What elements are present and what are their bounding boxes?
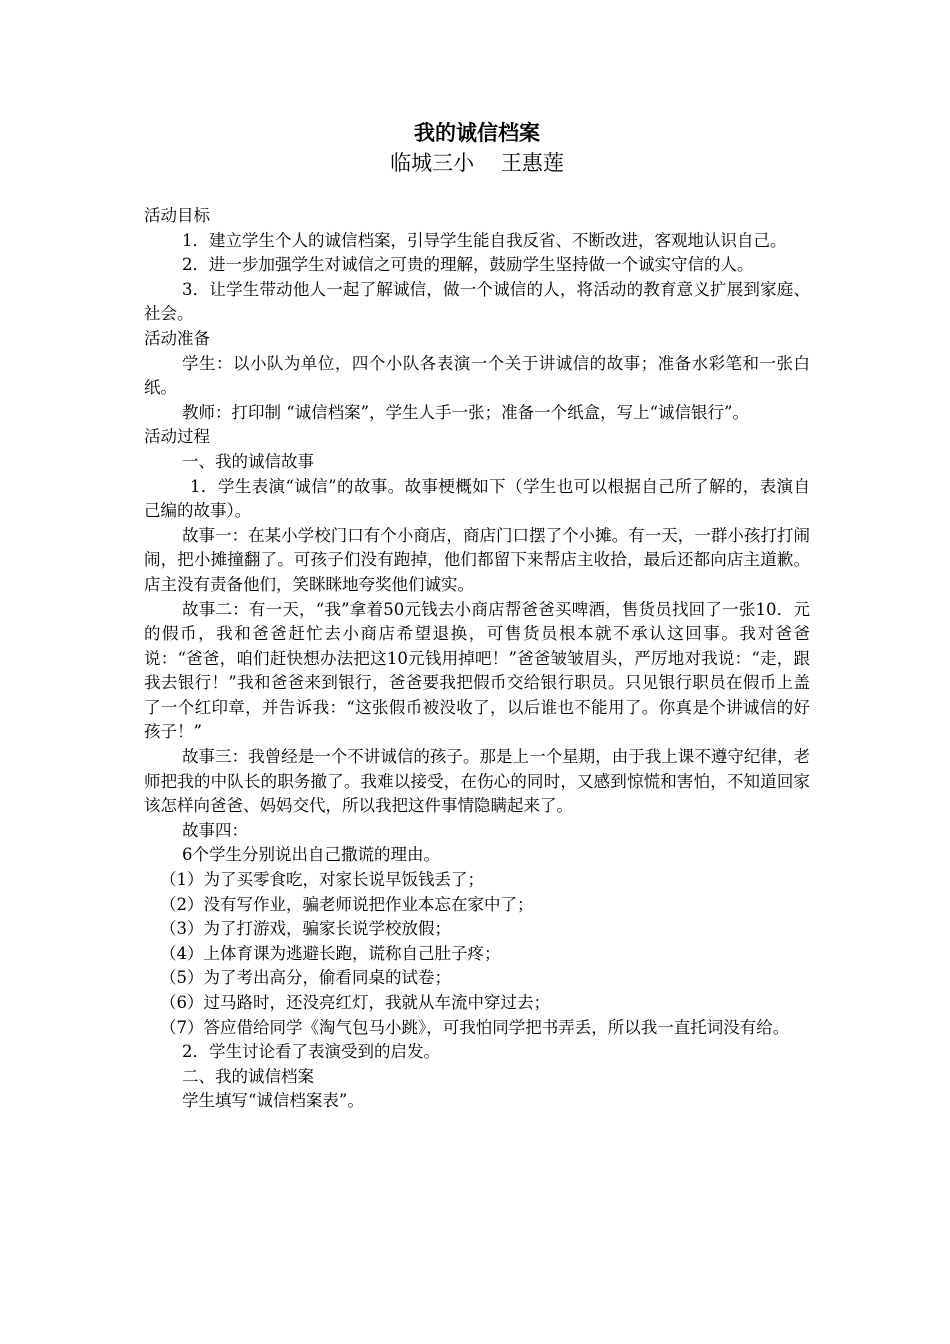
section-heading-preparation: 活动准备 [144, 328, 210, 348]
document-title: 我的诚信档案 [414, 120, 540, 145]
paragraph: 故事一：在某小学校门口有个小商店，商店门口摆了个小摊。有一天，一群小孩打打闹闹，把小摊撞翻了。可孩子们没有跑掉，他们都留下来帮店主收拾，最后还都向店主道歉。店主没有责备他们，笑眯眯地夸奖他们诚实。 [144, 525, 810, 594]
paragraph: 6个学生分别说出自己撒谎的理由。 [182, 845, 440, 865]
paragraph: 学生：以小队为单位，四个小队各表演一个关于讲诚信的故事；准备水彩笔和一张白纸。 [144, 353, 810, 398]
paragraph: 教师：打印制 “诚信档案”，学生人手一张；准备一个纸盒，写上“诚信银行”。 [182, 402, 749, 422]
list-item: （6）过马路时，还没亮红灯，我就从车流中穿过去； [160, 993, 550, 1012]
author-line: 临城三小 王惠莲 [390, 151, 564, 175]
list-item: （7）答应借给同学《淘气包马小跳》，可我怕同学把书弄丢，所以我一直托词没有给。 [160, 1017, 790, 1037]
section-heading-goals: 活动目标 [144, 206, 210, 225]
paragraph: 故事二：有一天，“我”拿着50元钱去小商店帮爸爸买啤酒，售货员找回了一张10．元的假币，我和爸爸赶忙去小商店希望退换，可售货员根本就不承认这回事。我对爸爸说：“爸爸，咱们赶快想办法把这10元钱用掉吧！”爸爸皱皱眉头，严厉地对我说：“走，跟我去银行！”我和爸爸来到银行，爸爸要我把假币交给银行职员。只见银行职员在假币上盖了一个红印章，并告诉我：“这张假币被没收了，以后谁也不能用了。你真是个讲诚信的好孩子！” [144, 599, 810, 742]
subheading: 二、我的诚信档案 [182, 1066, 314, 1086]
paragraph: 学生填写“诚信档案表”。 [182, 1091, 364, 1111]
paragraph: 故事四： [182, 820, 248, 840]
list-item: （2）没有写作业，骗老师说把作业本忘在家中了； [160, 894, 534, 914]
paragraph: 故事三：我曾经是一个不讲诚信的孩子。那是上一个星期，由于我上课不遵守纪律，老师把我的中队长的职务撤了。我难以接受，在伤心的同时，又感到惊慌和害怕，不知道回家该怎样向爸爸、妈妈交代，所以我把这件事情隐瞒起来了。 [144, 747, 810, 816]
paragraph: 1．学生表演“诚信”的故事。故事梗概如下（学生也可以根据自己所了解的，表演自己编的故事）。 [144, 476, 810, 521]
list-item: （1）为了买零食吃，对家长说早饭钱丢了； [160, 870, 484, 890]
list-item: （4）上体育课为逃避长跑，谎称自己肚子疼； [160, 943, 501, 963]
section-heading-process: 活动过程 [144, 427, 210, 447]
paragraph: 2．进一步加强学生对诚信之可贵的理解，鼓励学生坚持做一个诚实守信的人。 [182, 255, 754, 275]
document-page [144, 118, 810, 1114]
subheading: 一、我的诚信故事 [182, 451, 314, 471]
paragraph: 3．让学生带动他人一起了解诚信，做一个诚信的人，将活动的教育意义扩展到家庭、社会。 [144, 279, 810, 324]
paragraph: 1．建立学生个人的诚信档案，引导学生能自我反省、不断改进，客观地认识自己。 [182, 230, 787, 250]
list-item: （5）为了考出高分，偷看同桌的试卷； [160, 968, 451, 988]
paragraph: 2．学生讨论看了表演受到的启发。 [182, 1042, 440, 1062]
list-item: （3）为了打游戏，骗家长说学校放假； [160, 919, 451, 939]
document-body [144, 204, 810, 1114]
